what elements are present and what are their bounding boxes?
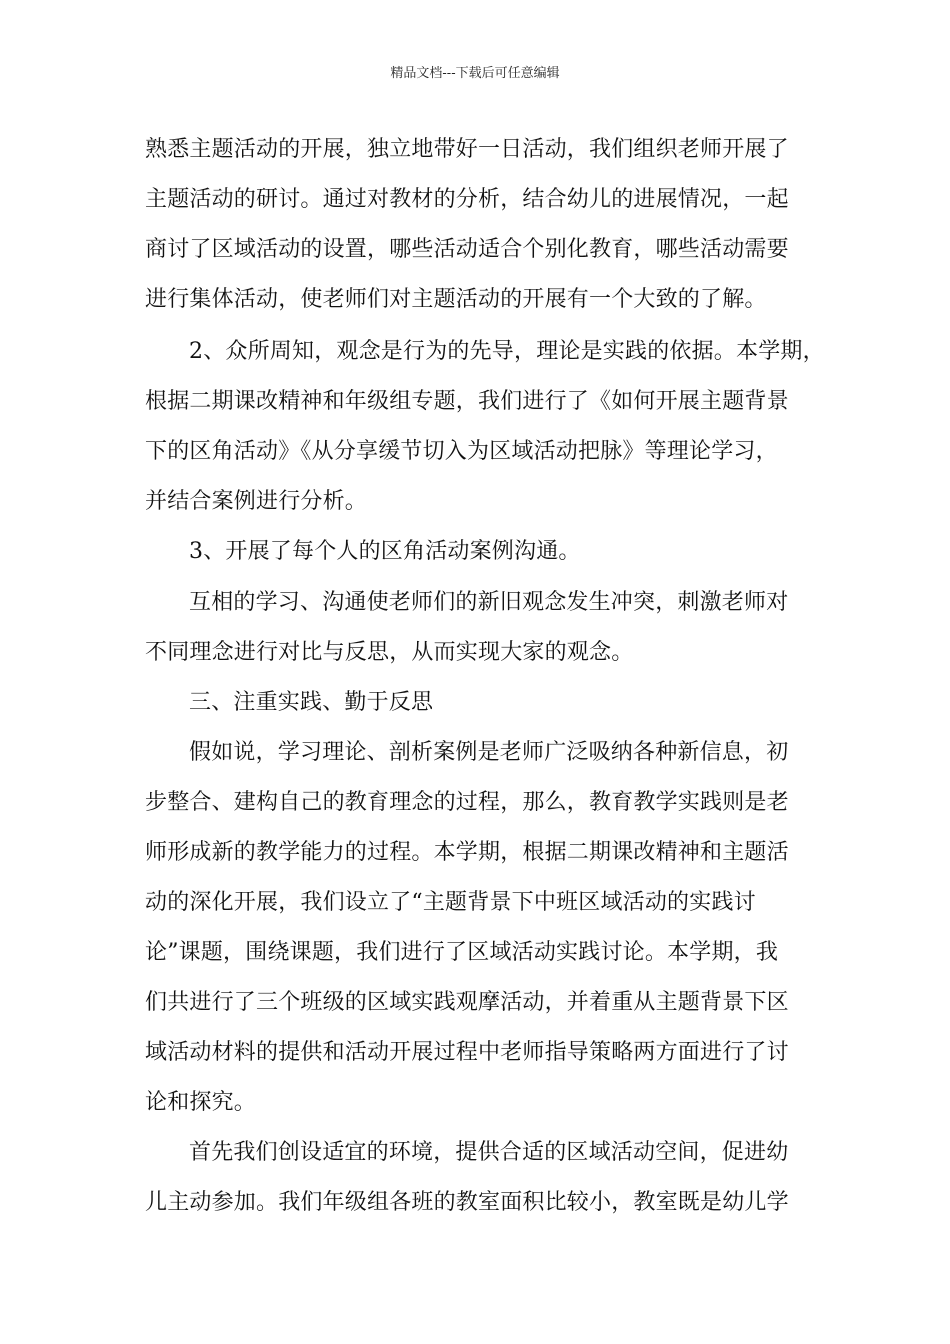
- text-line-21: 首先我们创设适宜的环境，提供合适的区域活动空间，促进幼: [189, 1140, 789, 1165]
- text-line-2: 主题活动的研讨。通过对教材的分析，结合幼儿的进展情况，一起: [145, 187, 789, 212]
- text-line-5: 2、众所周知，观念是行为的先导，理论是实践的依据。本学期，: [189, 339, 825, 364]
- section-heading: 三、注重实践、勤于反思: [189, 690, 434, 715]
- text-line-22: 儿主动参加。我们年级组各班的教室面积比较小，教室既是幼儿学: [145, 1190, 789, 1215]
- text-line-20: 论和探究。: [145, 1090, 257, 1115]
- text-line-4: 进行集体活动，使老师们对主题活动的开展有一个大致的了解。: [145, 287, 767, 312]
- text-line-1: 熟悉主题活动的开展，独立地带好一日活动，我们组织老师开展了: [145, 137, 789, 162]
- text-line-11: 不同理念进行对比与反思，从而实现大家的观念。: [145, 640, 634, 665]
- text-line-18: 们共进行了三个班级的区域实践观摩活动，并着重从主题背景下区: [145, 990, 789, 1015]
- text-line-3: 商讨了区域活动的设置，哪些活动适合个别化教育，哪些活动需要: [145, 237, 789, 262]
- page-header: 精品文档---下载后可任意编辑: [390, 66, 560, 81]
- text-line-15: 师形成新的教学能力的过程。本学期，根据二期课改精神和主题活: [145, 840, 789, 865]
- text-line-13: 假如说，学习理论、剖析案例是老师广泛吸纳各种新信息，初: [189, 740, 789, 765]
- text-line-17: 论”课题，围绕课题，我们进行了区域活动实践讨论。本学期，我: [145, 940, 779, 965]
- text-line-7: 下的区角活动》《从分享缓节切入为区域活动把脉》等理论学习，: [145, 439, 778, 464]
- text-line-16: 动的深化开展，我们设立了“主题背景下中班区域活动的实践讨: [145, 890, 756, 915]
- text-line-6: 根据二期课改精神和年级组专题，我们进行了《如何开展主题背景: [145, 389, 789, 414]
- text-line-9: 3、开展了每个人的区角活动案例沟通。: [189, 539, 581, 564]
- text-line-8: 并结合案例进行分析。: [145, 489, 368, 514]
- text-line-19: 域活动材料的提供和活动开展过程中老师指导策略两方面进行了讨: [145, 1040, 789, 1065]
- text-line-10: 互相的学习、沟通使老师们的新旧观念发生冲突，刺激老师对: [189, 590, 789, 615]
- text-line-14: 步整合、建构自己的教育理念的过程，那么，教育教学实践则是老: [145, 790, 789, 815]
